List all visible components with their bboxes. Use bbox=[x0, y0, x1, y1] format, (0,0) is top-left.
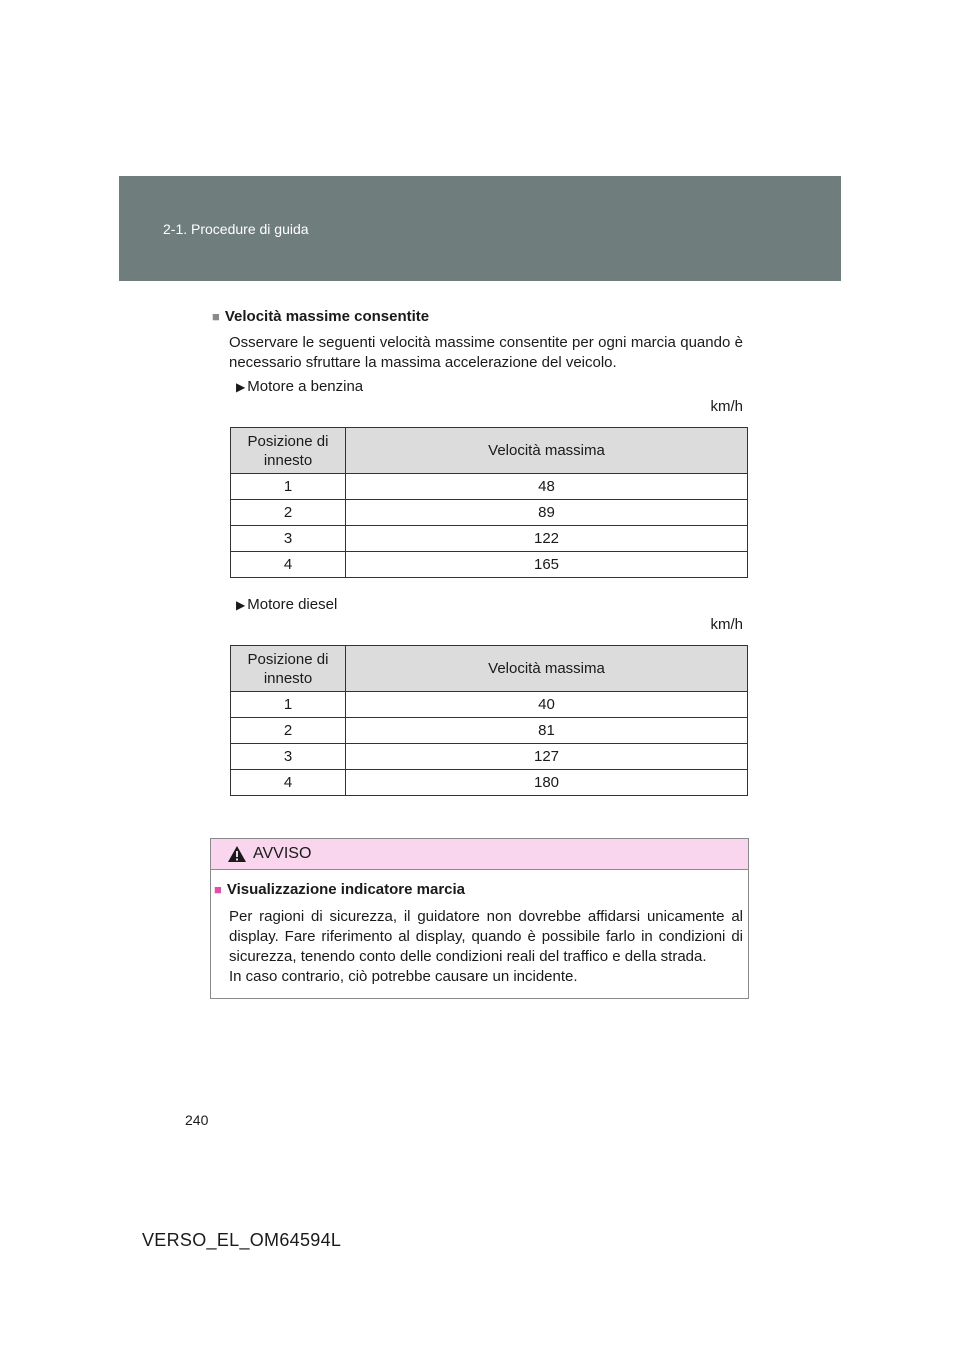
table-row bbox=[231, 500, 748, 526]
diesel-unit: km/h bbox=[710, 616, 743, 633]
table-row bbox=[231, 474, 748, 500]
header-band bbox=[119, 176, 841, 281]
table-header-row bbox=[231, 646, 748, 692]
triangle-right-icon: ▶ bbox=[236, 380, 246, 394]
triangle-right-icon: ▶ bbox=[236, 598, 246, 612]
speed-cell: 122 bbox=[346, 526, 748, 552]
header-max-speed: Velocità massima bbox=[346, 428, 748, 474]
diesel-label bbox=[236, 596, 337, 613]
gear-cell: 3 bbox=[231, 744, 346, 770]
diesel-label-text: Motore diesel bbox=[247, 596, 338, 613]
square-bullet-icon: ■ bbox=[212, 309, 220, 324]
table-row bbox=[231, 692, 748, 718]
header-max-speed: Velocità massima bbox=[346, 646, 748, 692]
speed-cell: 165 bbox=[346, 552, 748, 578]
gear-cell: 2 bbox=[231, 500, 346, 526]
warning-text bbox=[229, 907, 743, 987]
warning-triangle-icon bbox=[227, 845, 247, 863]
section-title-text: Velocità massime consentite bbox=[224, 308, 430, 325]
gear-cell: 2 bbox=[231, 718, 346, 744]
gear-cell: 3 bbox=[231, 526, 346, 552]
warning-text-line: Per ragioni di sicurezza, il guidatore non dovrebbe affidarsi unicamente al display. Fare riferimento al display, quando è possibile farlo in condizioni di sicurezza, tenendo conto delle condizioni reali del traffico e della strada. bbox=[229, 908, 743, 965]
table-row bbox=[231, 718, 748, 744]
table-header-row bbox=[231, 428, 748, 474]
page-number: 240 bbox=[185, 1112, 209, 1128]
warning-box bbox=[210, 838, 749, 999]
gear-cell: 4 bbox=[231, 770, 346, 796]
warning-header-text: AVVISO bbox=[253, 845, 312, 862]
section-title bbox=[212, 308, 429, 325]
gear-cell: 1 bbox=[231, 692, 346, 718]
table-row bbox=[231, 744, 748, 770]
square-bullet-icon: ■ bbox=[214, 882, 222, 897]
warning-title bbox=[214, 881, 465, 898]
diesel-speed-table bbox=[230, 645, 748, 796]
table-row bbox=[231, 552, 748, 578]
speed-cell: 180 bbox=[346, 770, 748, 796]
petrol-label-text: Motore a benzina bbox=[247, 378, 364, 395]
speed-cell: 81 bbox=[346, 718, 748, 744]
warning-text-line: In caso contrario, ciò potrebbe causare un incidente. bbox=[229, 968, 578, 985]
document-code: VERSO_EL_OM64594L bbox=[142, 1230, 342, 1250]
header-gear-position: Posizione di innesto bbox=[231, 428, 346, 474]
speed-cell: 48 bbox=[346, 474, 748, 500]
petrol-unit: km/h bbox=[710, 398, 743, 415]
intro-paragraph: Osservare le seguenti velocità massime consentite per ogni marcia quando è necessario sfruttare la massima accelerazione del veicolo. bbox=[229, 334, 743, 371]
gear-cell: 1 bbox=[231, 474, 346, 500]
petrol-speed-table bbox=[230, 427, 748, 578]
petrol-label bbox=[236, 378, 363, 395]
speed-cell: 127 bbox=[346, 744, 748, 770]
table-row bbox=[231, 526, 748, 552]
gear-cell: 4 bbox=[231, 552, 346, 578]
section-breadcrumb: 2-1. Procedure di guida bbox=[163, 221, 309, 237]
warning-title-text: Visualizzazione indicatore marcia bbox=[226, 881, 466, 898]
table-row bbox=[231, 770, 748, 796]
speed-cell: 89 bbox=[346, 500, 748, 526]
header-gear-position: Posizione di innesto bbox=[231, 646, 346, 692]
warning-header bbox=[211, 839, 748, 870]
speed-cell: 40 bbox=[346, 692, 748, 718]
